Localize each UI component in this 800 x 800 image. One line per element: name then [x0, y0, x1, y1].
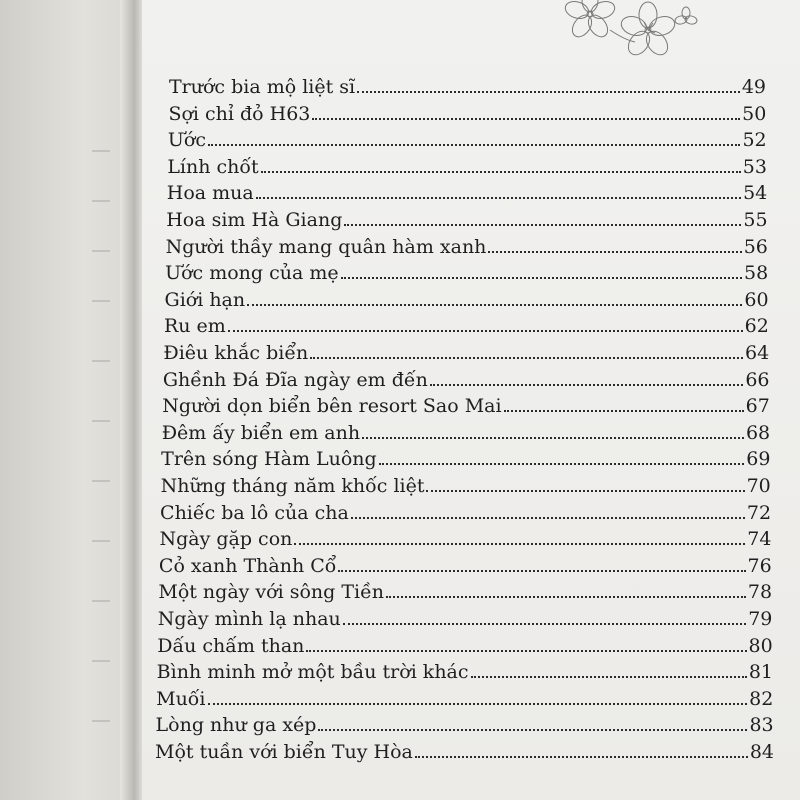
page-edge-line: [92, 200, 110, 202]
page-edge-line: [92, 360, 110, 362]
page-edge-line: [92, 540, 110, 542]
toc-entry: [168, 129, 767, 151]
toc-entry-title: Ước mong của mẹ: [165, 262, 339, 285]
toc-entry: [157, 635, 772, 657]
toc-entry-title: Trước bia mộ liệt sĩ: [169, 76, 356, 98]
toc-entry-page-number: 52: [742, 129, 767, 152]
page-edge-line: [92, 480, 110, 482]
toc-entry: [161, 475, 771, 497]
toc-dot-leader: [341, 277, 742, 279]
toc-entry-title: Giới hạn: [164, 288, 246, 311]
toc-dot-leader: [261, 171, 741, 173]
toc-entry-page-number: 84: [749, 741, 774, 763]
toc-entry: [157, 661, 773, 683]
toc-entry: [163, 342, 769, 364]
toc-entry-page-number: 64: [745, 342, 770, 364]
page-edge-line: [92, 420, 110, 422]
toc-entry-page-number: 66: [745, 368, 770, 391]
toc-entry-title: Ngày mình lạ nhau: [157, 608, 341, 630]
toc-entry: [167, 156, 767, 178]
toc-dot-leader: [362, 437, 744, 439]
toc-entry-title: Lòng như ga xép: [155, 714, 317, 737]
toc-entry: [159, 528, 771, 550]
left-page-edge: [0, 0, 140, 800]
toc-dot-leader: [488, 251, 741, 253]
toc-entry: [156, 714, 774, 736]
toc-entry: [160, 502, 771, 524]
toc-entry-title: Lính chốt: [167, 155, 259, 178]
toc-entry-page-number: 72: [746, 501, 772, 524]
page-edge-line: [92, 660, 110, 662]
toc-entry-page-number: 78: [747, 581, 773, 604]
toc-entry-page-number: 53: [742, 155, 767, 178]
page-edge-line: [92, 300, 110, 302]
toc-dot-leader: [430, 384, 743, 386]
page-edge-line: [92, 720, 110, 722]
toc-dot-leader: [318, 729, 747, 731]
toc-entry-page-number: 55: [743, 209, 768, 231]
toc-entry-page-number: 74: [747, 528, 772, 551]
toc-entry: [165, 262, 768, 284]
toc-entry-page-number: 50: [742, 102, 767, 125]
toc-dot-leader: [379, 463, 745, 465]
toc-entry: [163, 369, 770, 391]
toc-entry-title: Trên sóng Hàm Luông: [161, 448, 377, 471]
toc-entry-title: Hoa sim Hà Giang: [166, 209, 343, 231]
toc-entry-title: Người dọn biển bên resort Sao Mai: [162, 395, 502, 418]
toc-entry-title: Muối: [156, 687, 206, 710]
toc-entry-title: Ước: [167, 129, 206, 152]
toc-entry-title: Đêm ấy biển em anh: [161, 421, 361, 444]
toc-entry-page-number: 76: [747, 554, 772, 577]
toc-entry: [168, 103, 766, 125]
toc-entry-title: Sợi chỉ đỏ H63: [168, 102, 311, 125]
toc-dot-leader: [208, 144, 740, 146]
toc-entry-page-number: 56: [743, 235, 768, 258]
toc-entry: [159, 555, 772, 577]
toc-dot-leader: [357, 91, 740, 93]
book-page: [142, 0, 800, 800]
page-edge-line: [92, 250, 110, 252]
table-of-contents: [142, 0, 800, 800]
toc-entry-title: Một ngày với sông Tiền: [158, 581, 385, 604]
toc-entry-page-number: 81: [748, 661, 774, 684]
toc-entry-title: Ngày gặp con: [159, 528, 293, 551]
toc-dot-leader: [426, 490, 744, 492]
toc-entry-title: Cỏ xanh Thành Cổ: [158, 554, 337, 577]
toc-entry: [164, 315, 769, 337]
toc-dot-leader: [504, 410, 744, 412]
toc-entry-page-number: 49: [741, 76, 766, 98]
toc-entry-title: Điêu khắc biển: [163, 342, 309, 364]
toc-entry-page-number: 62: [744, 315, 769, 338]
toc-entry-page-number: 70: [746, 475, 771, 497]
toc-entry: [162, 422, 770, 444]
toc-entry: [169, 76, 766, 98]
toc-entry: [165, 289, 769, 311]
toc-entry-title: Bình minh mở một bầu trời khác: [156, 661, 469, 684]
page-edge-line: [92, 600, 110, 602]
toc-entry: [155, 741, 774, 763]
toc-dot-leader: [338, 570, 745, 572]
toc-entry: [158, 581, 772, 603]
toc-dot-leader: [471, 676, 747, 678]
toc-entry: [161, 448, 770, 470]
toc-entry: [166, 209, 767, 231]
toc-entry-page-number: 67: [745, 395, 770, 418]
toc-entry-page-number: 82: [749, 687, 774, 710]
toc-entry-page-number: 69: [746, 448, 771, 471]
toc-dot-leader: [310, 357, 743, 359]
toc-entry: [162, 395, 770, 417]
toc-entry-title: Một tuần với biển Tuy Hòa: [155, 741, 413, 763]
page-edge-line: [92, 150, 110, 152]
toc-dot-leader: [343, 623, 746, 625]
toc-entry-title: Dấu chấm than: [157, 634, 305, 657]
toc-dot-leader: [228, 330, 743, 332]
toc-entry-title: Hoa mua: [166, 182, 254, 205]
toc-entry-title: Ghềnh Đá Đĩa ngày em đến: [162, 368, 428, 391]
toc-entry: [166, 236, 768, 258]
toc-dot-leader: [306, 650, 746, 652]
toc-dot-leader: [415, 756, 748, 758]
toc-dot-leader: [351, 517, 745, 519]
toc-entry-page-number: 79: [748, 608, 773, 630]
toc-dot-leader: [256, 197, 741, 199]
toc-entry-title: Người thầy mang quân hàm xanh: [165, 235, 487, 258]
toc-entry: [167, 182, 768, 204]
toc-dot-leader: [344, 224, 741, 226]
toc-entry-title: Ru em: [163, 315, 226, 338]
toc-entry-page-number: 80: [748, 634, 773, 657]
toc-dot-leader: [247, 304, 742, 306]
toc-entry-page-number: 58: [744, 262, 769, 285]
toc-dot-leader: [312, 118, 740, 120]
toc-entry-title: Chiếc ba lô của cha: [160, 501, 349, 524]
toc-entry-page-number: 68: [745, 421, 771, 444]
toc-dot-leader: [294, 543, 745, 545]
toc-entry-page-number: 54: [743, 182, 768, 205]
toc-dot-leader: [386, 596, 746, 598]
toc-entry-page-number: 60: [744, 288, 769, 311]
toc-dot-leader: [208, 703, 748, 705]
toc-entry-page-number: 83: [749, 714, 774, 737]
toc-entry: [156, 688, 773, 710]
toc-entry: [158, 608, 773, 630]
toc-entry-title: Những tháng năm khốc liệt: [160, 475, 425, 497]
